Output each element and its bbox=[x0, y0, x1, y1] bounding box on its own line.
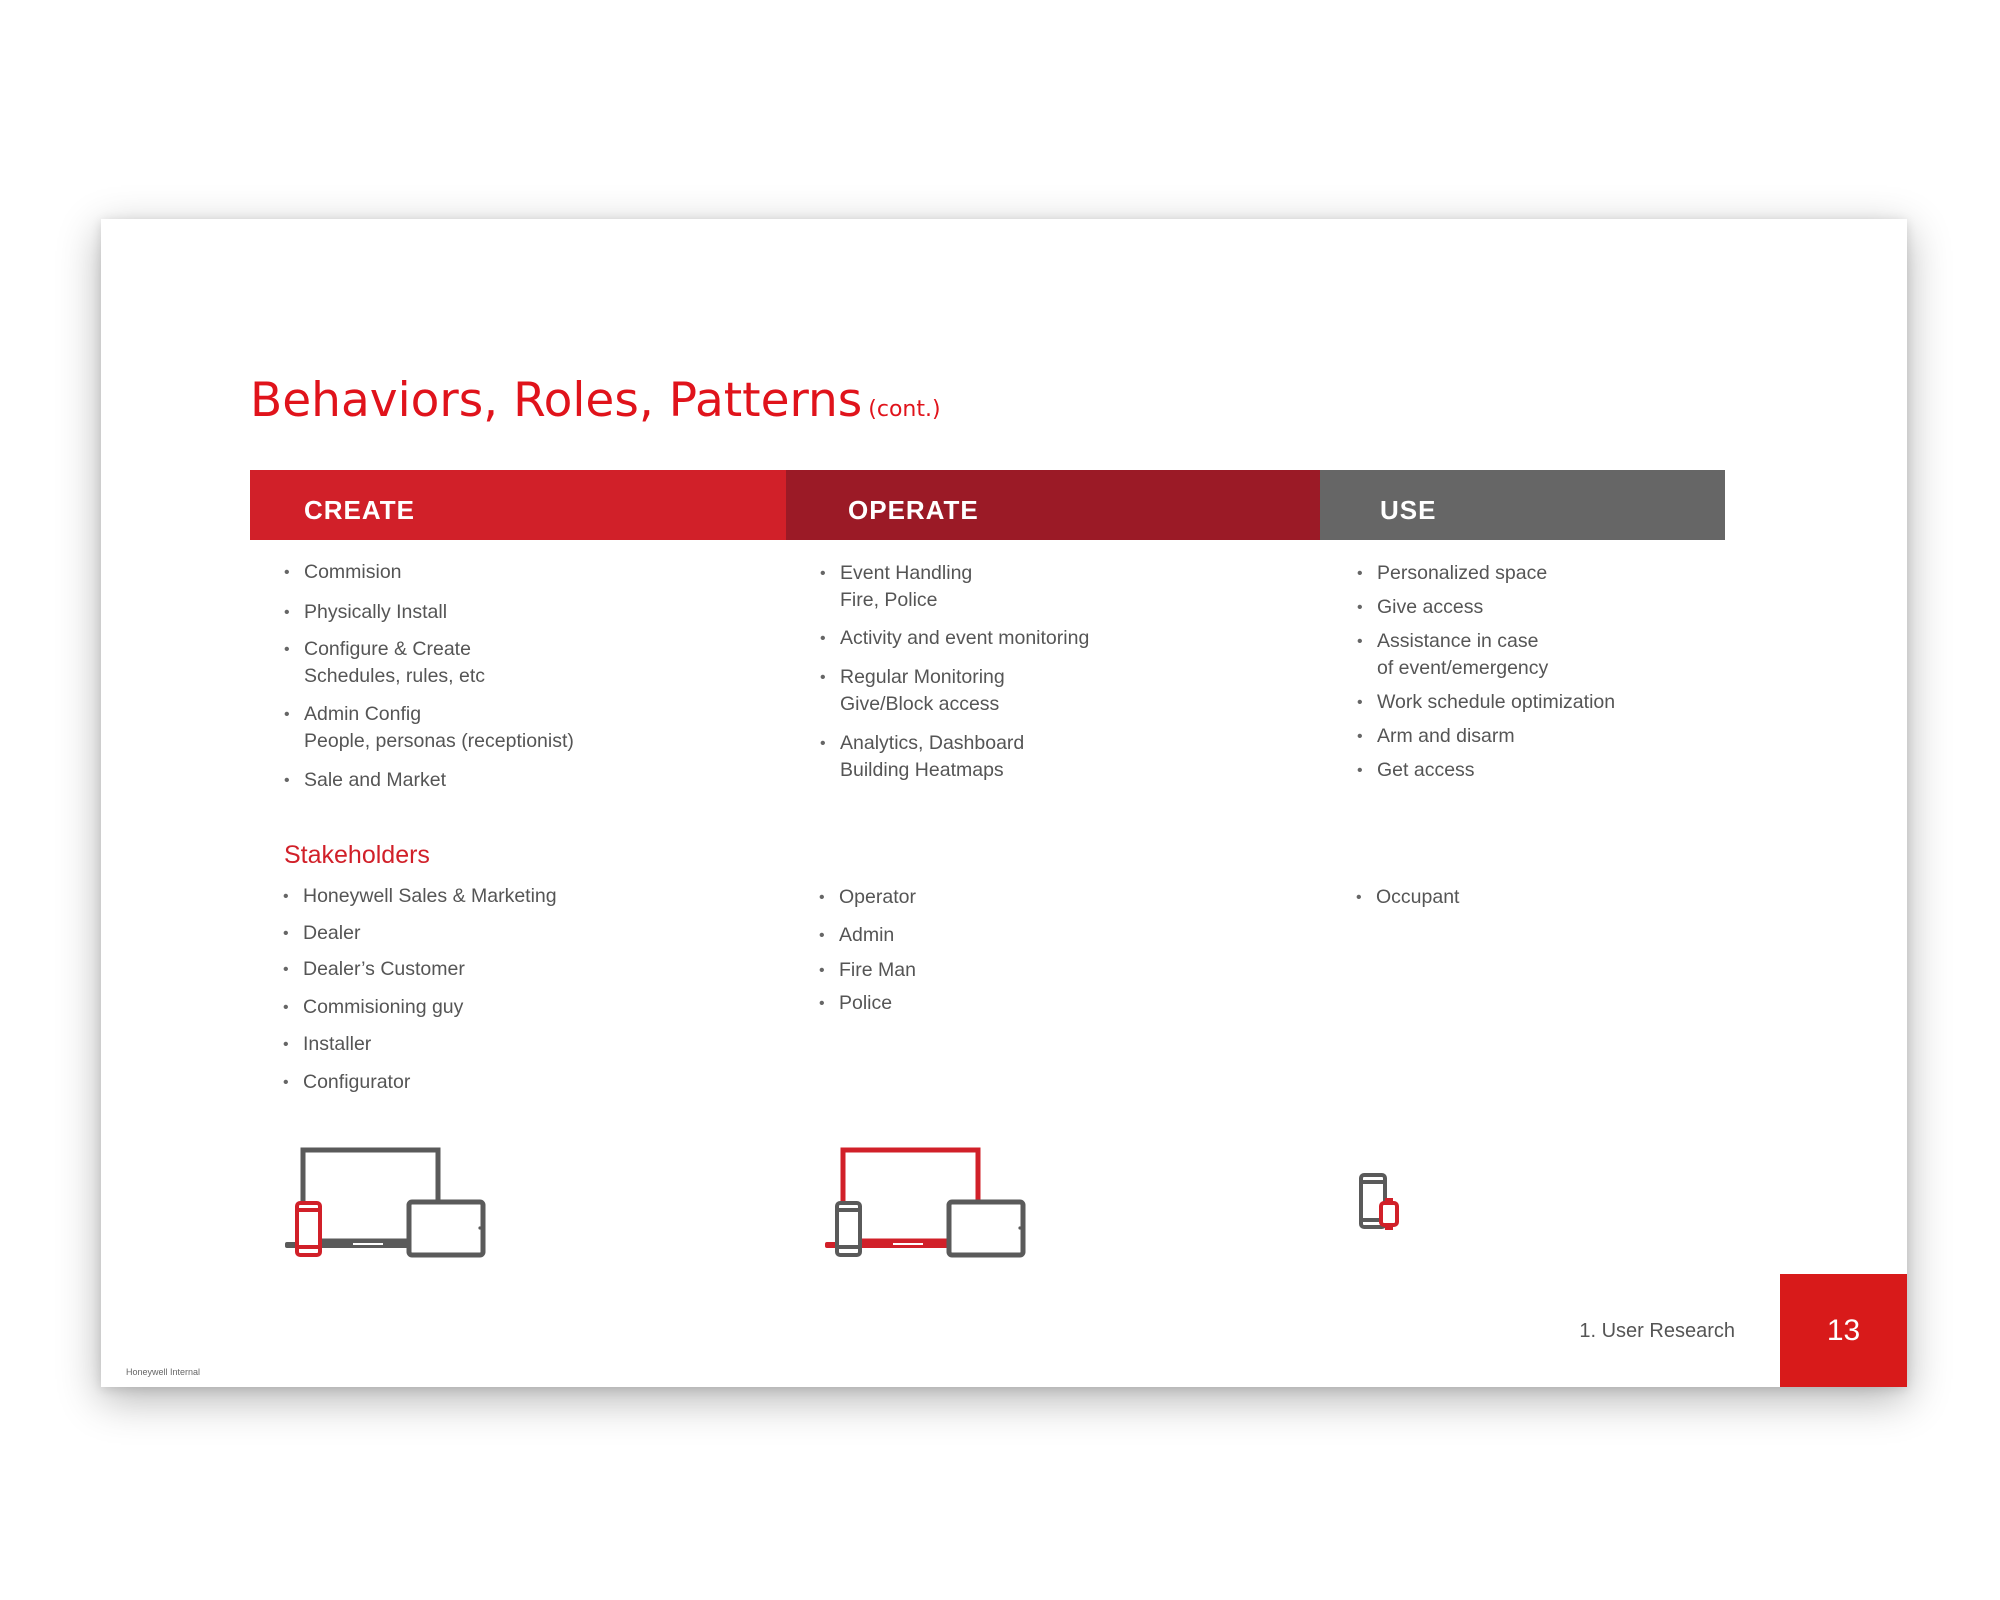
list-item: • Personalized space bbox=[1357, 560, 1615, 587]
page-number: 13 bbox=[1780, 1274, 1907, 1387]
list-item: • Get access bbox=[1357, 757, 1615, 784]
use-stakeholders-list bbox=[1356, 884, 1459, 911]
title-main: Behaviors, Roles, Patterns bbox=[250, 373, 863, 428]
laptop-phone-tablet-icon bbox=[823, 1147, 1027, 1259]
list-item: • Commision bbox=[284, 559, 574, 586]
operate-behaviors-list bbox=[820, 560, 1089, 784]
header-create: CREATE bbox=[250, 470, 786, 540]
list-item: • Give access bbox=[1357, 594, 1615, 621]
list-item: • Admin Config People, personas (receptionist) bbox=[284, 701, 574, 755]
operate-stakeholders-list bbox=[819, 884, 916, 1017]
classification-label: Honeywell Internal bbox=[126, 1367, 201, 1377]
list-item: • Activity and event monitoring bbox=[820, 625, 1089, 652]
title-sub: (cont.) bbox=[868, 397, 941, 422]
list-item: • Dealer’s Customer bbox=[283, 956, 557, 983]
list-item: • Fire Man bbox=[819, 957, 916, 984]
list-item: • Occupant bbox=[1356, 884, 1459, 911]
list-item: • Arm and disarm bbox=[1357, 723, 1615, 750]
header-operate: OPERATE bbox=[786, 470, 1320, 540]
section-label: 1. User Research bbox=[1579, 1320, 1735, 1342]
page-title bbox=[250, 373, 941, 428]
list-item: • Assistance in case of event/emergency bbox=[1357, 628, 1615, 682]
list-item: • Honeywell Sales & Marketing bbox=[283, 883, 557, 910]
use-behaviors-list bbox=[1357, 560, 1615, 784]
laptop-phone-tablet-icon bbox=[283, 1147, 487, 1259]
list-item: • Installer bbox=[283, 1031, 557, 1058]
phone-watch-icon bbox=[1358, 1172, 1402, 1234]
list-item: • Physically Install bbox=[284, 599, 574, 626]
list-item: • Operator bbox=[819, 884, 916, 911]
list-item: • Commisioning guy bbox=[283, 994, 557, 1021]
list-item: • Sale and Market bbox=[284, 767, 574, 794]
stakeholders-heading: Stakeholders bbox=[284, 841, 430, 869]
list-item: • Admin bbox=[819, 922, 916, 949]
list-item: • Analytics, Dashboard Building Heatmaps bbox=[820, 730, 1089, 784]
list-item: • Regular Monitoring Give/Block access bbox=[820, 664, 1089, 718]
list-item: • Police bbox=[819, 990, 916, 1017]
slide bbox=[101, 219, 1907, 1387]
create-behaviors-list bbox=[284, 559, 574, 794]
header-use: USE bbox=[1320, 470, 1725, 540]
list-item: • Configurator bbox=[283, 1069, 557, 1096]
create-stakeholders-list bbox=[283, 883, 557, 1096]
list-item: • Dealer bbox=[283, 920, 557, 947]
list-item: • Work schedule optimization bbox=[1357, 689, 1615, 716]
list-item: • Event Handling Fire, Police bbox=[820, 560, 1089, 614]
list-item: • Configure & Create Schedules, rules, etc bbox=[284, 636, 574, 690]
